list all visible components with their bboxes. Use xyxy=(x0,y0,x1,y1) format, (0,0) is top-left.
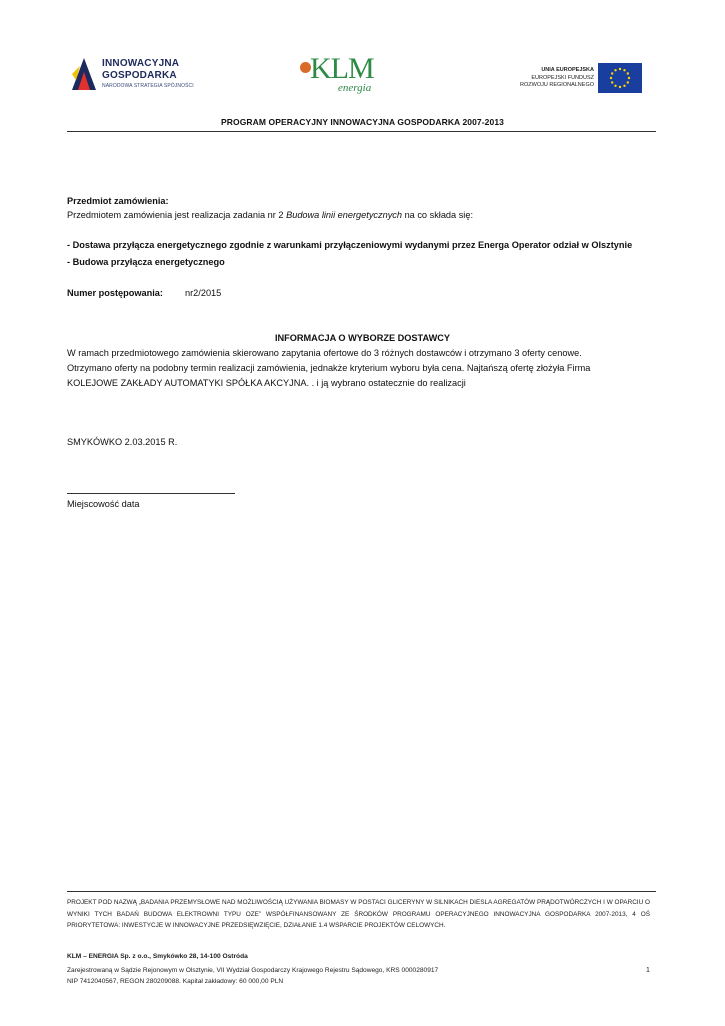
eu-logo-line2: EUROPEJSKI FUNDUSZ xyxy=(531,75,594,81)
procedure-label: Numer postępowania: xyxy=(67,288,163,298)
subject-item-2: - Budowa przyłącza energetycznego xyxy=(67,257,225,267)
eu-star xyxy=(627,72,629,74)
program-title: PROGRAM OPERACYJNY INNOWACYJNA GOSPODARKA 2007-2013 xyxy=(221,117,504,127)
eu-star xyxy=(614,69,616,71)
eu-fund-logo xyxy=(512,63,642,95)
info-line-3: KOLEJOWE ZAKŁADY AUTOMATYKI SPÓŁKA AKCYJNA. . i ją wybrano ostatecznie do realizacji xyxy=(67,378,466,388)
info-line-2: Otrzymano oferty na podobny termin realizacji zamówienia, jednakże kryterium wyboru była cena. Najtańszą ofertę złożyła Firma xyxy=(67,363,591,373)
eu-logo-line1: UNIA EUROPEJSKA xyxy=(541,67,594,73)
eu-star xyxy=(623,85,625,87)
footer-divider xyxy=(67,891,656,892)
subject-item-1: - Dostawa przyłącza energetycznego zgodnie z warunkami przyłączeniowymi wydanymi przez Energa Operator odział w Olsztynie xyxy=(67,240,633,250)
ig-logo-line2: GOSPODARKA xyxy=(102,70,177,81)
info-line-1: W ramach przedmiotowego zamówienia skierowano zapytania ofertowe do 3 różnych dostawców i otrzymano 3 oferty cenowe. xyxy=(67,348,582,358)
subject-intro-suffix: na co składa się: xyxy=(402,210,474,220)
eu-star xyxy=(619,86,621,88)
footer-company: KLM – ENERGIA Sp. z o.o., Smykówko 28, 14-100 Ostróda xyxy=(67,953,248,960)
procedure-value: nr2/2015 xyxy=(185,288,222,298)
eu-star xyxy=(611,72,613,74)
subject-heading: Przedmiot zamówienia: xyxy=(67,196,169,206)
footer-project-text: PROJEKT POD NAZWĄ „BADANIA PRZEMYSŁOWE NAD MOŻLIWOŚCIĄ UŻYWANIA BIOMASY W POSTACI GLICERYNY W SILNIKACH DIESLA AGREGATÓW PRĄDOTWÓRCZYCH I W OPARCIU O WYNIKI TYCH BADAŃ BUDOWA ELEKTROWNI TYPU OZE” WSPÓŁFINANSOWANY ZE ŚRODKÓW PROGRAMU OPERACYJNEGO INNOWACYJNA GOSPODARKA 2007-2013, 4 OŚ PRIORYTETOWA: INWESTYCJE W INNOWACYJNE PRZEDSIĘWZIĘCIE, DZIAŁANIE 1.4 WSPARCIE PROJEKTÓW CELOWYCH. xyxy=(67,899,650,929)
ig-logo-line3: NARODOWA STRATEGIA SPÓJNOŚCI xyxy=(102,83,194,89)
eu-logo-line3: ROZWOJU REGIONALNEGO xyxy=(520,82,594,88)
header-divider xyxy=(67,131,656,132)
eu-star xyxy=(623,69,625,71)
place-date: SMYKÓWKO 2.03.2015 R. xyxy=(67,437,178,447)
subject-intro-task: Budowa linii energetycznych xyxy=(286,210,403,220)
signature-caption: Miejscowość data xyxy=(67,499,140,509)
footer-tax: NIP 7412040567, REGON 280209088. Kapitał zakładowy: 60 000,00 PLN xyxy=(67,978,284,985)
klm-logo-word: KLM xyxy=(310,52,374,85)
footer-registry: Zarejestrowaną w Sądzie Rejonowym w Olsztynie, VII Wydział Gospodarczy Krajowego Rejestru Sądowego, KRS 0000280917 xyxy=(67,967,439,974)
innowacyjna-gospodarka-logo xyxy=(70,52,210,96)
eu-star xyxy=(614,85,616,87)
subject-intro xyxy=(67,208,473,222)
eu-flag-icon xyxy=(598,63,642,93)
info-heading: INFORMACJA O WYBORZE DOSTAWCY xyxy=(274,333,451,343)
subject-intro-prefix: Przedmiotem zamówienia jest realizacja zadania nr 2 xyxy=(67,210,287,220)
eu-star xyxy=(611,81,613,83)
signature-line xyxy=(67,493,235,494)
klm-logo-sub: energia xyxy=(338,82,372,94)
innowacyjna-gospodarka-emblem-icon xyxy=(70,54,98,92)
page-number: 1 xyxy=(646,967,650,974)
eu-star xyxy=(610,77,612,79)
eu-star xyxy=(628,77,630,79)
klm-energia-logo xyxy=(298,52,388,98)
ig-logo-line1: INNOWACYJNA xyxy=(102,58,180,69)
eu-star xyxy=(619,68,621,70)
eu-star xyxy=(627,81,629,83)
